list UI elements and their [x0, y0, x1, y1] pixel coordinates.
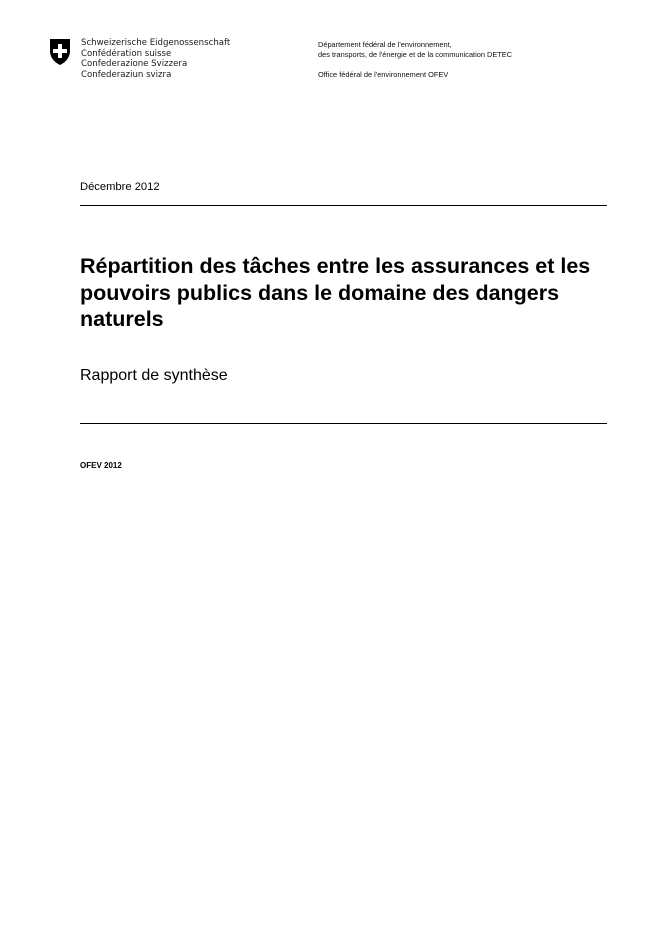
- document-title: Répartition des tâches entre les assurances et les pouvoirs publics dans le domaine des dangers naturels: [80, 254, 591, 331]
- confederation-name-rm: Confederaziun svizra: [81, 69, 172, 80]
- document-reference: OFEV 2012: [80, 461, 122, 470]
- department-block: [318, 40, 512, 80]
- bottom-divider: [80, 423, 607, 424]
- department-line-1: Département fédéral de l'environnement,: [318, 40, 452, 49]
- confederation-name-fr: Confédération suisse: [81, 48, 172, 59]
- office-name: Office fédéral de l'environnement OFEV: [318, 70, 449, 79]
- confederation-name-it: Confederazione Svizzera: [81, 59, 188, 70]
- swiss-cross-shield-icon: [49, 38, 71, 66]
- publication-date: Décembre 2012: [80, 181, 160, 193]
- confederation-names: [81, 38, 230, 80]
- top-divider: [80, 205, 607, 206]
- confederation-name-de: Schweizerische Eidgenossenschaft: [81, 38, 231, 48]
- document-subtitle: Rapport de synthèse: [80, 367, 228, 384]
- department-line-2: des transports, de l'énergie et de la communication DETEC: [318, 50, 513, 59]
